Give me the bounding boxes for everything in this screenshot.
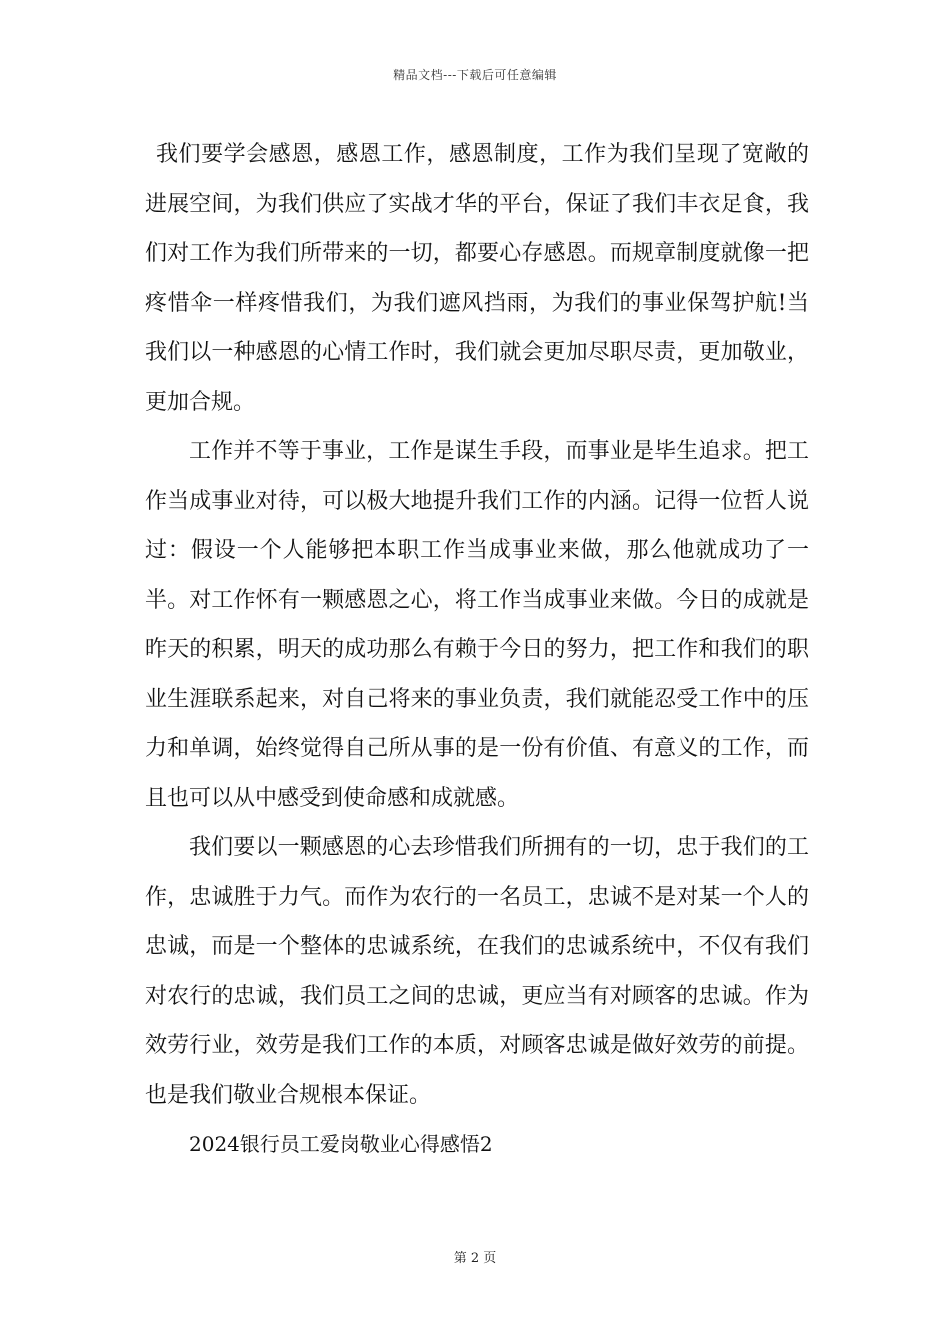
document-body [145, 130, 809, 1170]
paragraph-2: 工作并不等于事业，工作是谋生手段，而事业是毕生追求。把工作当成事业对待，可以极大地提升我们工作的内涵。记得一位哲人说过：假设一个人能够把本职工作当成事业来做，那么他就成功了一半。对工作怀有一颗感恩之心，将工作当成事业来做。今日的成就是昨天的积累，明天的成功那么有赖于今日的努力，把工作和我们的职业生涯联系起来，对自己将来的事业负责，我们就能忍受工作中的压力和单调，始终觉得自己所从事的是一份有价值、有意义的工作，而且也可以从中感受到使命感和成就感。 [145, 439, 809, 811]
paragraph-1: 我们要学会感恩，感恩工作，感恩制度，工作为我们呈现了宽敞的进展空间，为我们供应了实战才华的平台，保证了我们丰衣足食，我们对工作为我们所带来的一切，都要心存感恩。而规章制度就像一把疼惜伞一样疼惜我们，为我们遮风挡雨，为我们的事业保驾护航!当我们以一种感恩的心情工作时，我们就会更加尽职尽责，更加敬业，更加合规。 [145, 142, 809, 415]
section-subtitle: 2024银行员工爱岗敬业心得感悟2 [189, 1132, 493, 1156]
paragraph-3: 我们要以一颗感恩的心去珍惜我们所拥有的一切，忠于我们的工作，忠诚胜于力气。而作为农行的一名员工，忠诚不是对某一个人的忠诚，而是一个整体的忠诚系统，在我们的忠诚系统中，不仅有我们对农行的忠诚，我们员工之间的忠诚，更应当有对顾客的忠诚。作为效劳行业，效劳是我们工作的本质，对顾客忠诚是做好效劳的前提。也是我们敬业合规根本保证。 [145, 835, 809, 1108]
page-number: 第 2 页 [453, 1251, 497, 1266]
page-header: 精品文档---下载后可任意编辑 [393, 68, 557, 82]
